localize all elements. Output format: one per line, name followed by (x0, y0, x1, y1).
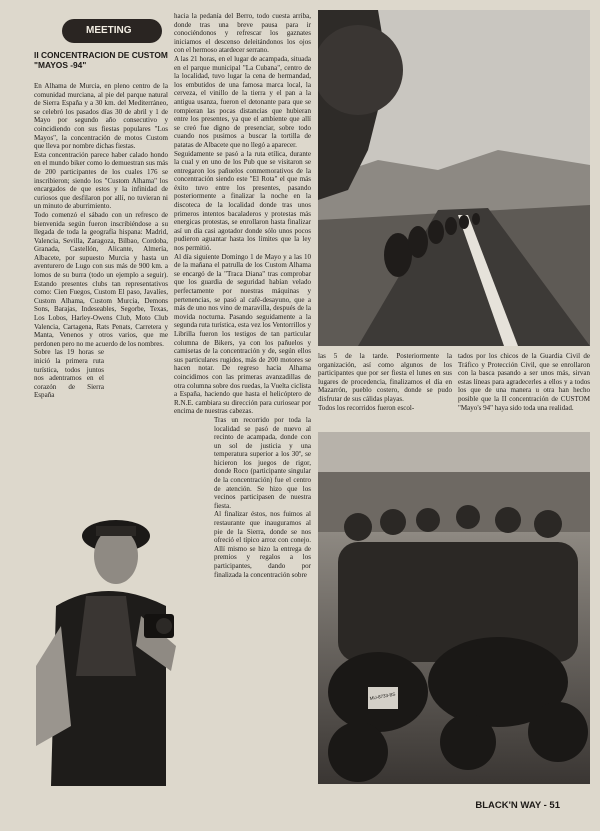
road-ride-illustration (318, 10, 590, 346)
paragraph: las 5 de la tarde. Posteriormente la organización, así como algunos de los participantes que por ser fiesta el lunes en sus lugares de procedencia, finalizamos el día en Mazarrón, pueblo costero, donde se pudo disfrutar de sus cálidas playas. (318, 352, 452, 403)
section-tag: MEETING (62, 19, 162, 43)
rally-photo (318, 432, 590, 784)
page-footer: BLACK'N WAY - 51 (475, 800, 560, 811)
article-headline: II CONCENTRACION DE CUSTOM "MAYOS -94" (34, 50, 168, 70)
photographer-photo (36, 496, 182, 786)
license-plate: MU-8733-BS (369, 691, 396, 701)
column-3b (458, 352, 590, 412)
photographer-illustration (36, 496, 182, 786)
column-1 (34, 82, 168, 400)
paragraph: Todo comenzó el sábado con un refresco de bienvenida según fueron inscribiéndose a su llegada de toda la geografía hispana: Madrid, Valencia, Sevilla, Zaragoza, Bilbao, Cordoba, Granada, Castellón, Alicante, Almería, Albacete, por supuesto Murcia y hasta un aventurero de Lugo con sus más de 900 km. a lomos de su burra (todo un ejemplo a seguir). Estando presentes clubs tan representativos como: Cien Fuegos, Custom El paso, Javalíes, Custom Alhama, Custom Murcia, Demons Sons, Barajas, Indeseables, Segorbe, Texas, Los Lobos, Harley-Owens Club, Moto Club Valencia, Cartagena, Rats Penats, Carretera y Manta, Venenos y otros varios, que me perdonen pero no me acuerdo de los nombres. (34, 210, 168, 348)
paragraph: En Alhama de Murcia, en pleno centro de la comunidad murciana, al pie del parque natural de Sierra España y a 30 km. del Mediterráneo, se celebró los pasados días 30 de abril y 1 de Mayo por segundo año consecutivo y coincidiendo con sus fiestas populares "Los Mayos", la concentración de motos Custom que lleva por nombre dichas fiestas. (34, 82, 168, 151)
paragraph: tados por los chicos de la Guardia Civil de Tráfico y Protección Civil, que se enrollaron con la basca pasando a ser unos más, sirvan estas líneas para agradecerles a ellos y a todos los que de una manera u otra han hecho posible que la II concentración de CUSTOM "Mayo's 94" haya sido toda una realidad. (458, 352, 590, 412)
road-ride-photo (318, 10, 590, 346)
rally-illustration (318, 432, 590, 784)
paragraph: Esta concentración parece haber calado hondo en el mundo biker como lo demuestran sus más de 200 participantes de los cuales 176 se inscribieron; siendo los "Custom Alhama" los encargados de que estos y la infinidad de curiosos que desfilaron por allí, no tuvieran ni un minuto de aburrimiento. (34, 150, 168, 211)
paragraph: Sobre las 19 horas se inició la primera ruta turística, todos juntos nos adentramos en el corazón de Sierra España (34, 348, 104, 400)
paragraph: hacia la pedanía del Berro, todo cuesta arriba, donde tras una breve pausa para ir conociéndonos y refrescar los gaznates iniciamos el descenso deleitándonos los ojos con el hermoso atardecer serrano. (174, 12, 311, 55)
column-3a (318, 352, 452, 412)
paragraph: Al finalizar éstos, nos fuimos al restaurante que inauguramos al pie de la Sierra, donde se nos ofreció el típico arroz con conejo. Allí mismo se hizo la entrega de premios y regalos a los participantes, dando por finalizada la concentración sobre (214, 510, 311, 579)
column-2 (174, 12, 311, 579)
paragraph: Todos los recorridos fueron escol- (318, 403, 415, 412)
paragraph: Tras un recorrido por toda la localidad se pasó de nuevo al recinto de acampada, donde con un sol de justicia y una temperatura superior a los 30º, se hicieron los juegos de rigor, donde Roco (participante singular de la concentración) fue el centro de atención. Se hizo que los vecinos participasen de nuestra fiesta. (214, 415, 311, 510)
paragraph: Al día siguiente Domingo 1 de Mayo y a las 10 de la mañana el patrulla de los Custom Alhama se encargó de la "Traca Diana" tras comprobar que los guardia de seguridad habían velado perfectamente por nuestras máquinas y pertenencias, se pasó al café-desayuno, que a más de uno nos vino de maravilla, después de la movida nocturna. Pasando seguidamente a la segunda ruta turística, esta vez los Ventorrillos y Librilla fueron los testigos de tan particular columna de Bikers, ya con los pañuelos y camisetas de la concentración y de, según ellos sus particulares rugidos, más de 200 motores se hacen notar. De regreso hacia Alhama coincidimos con las primeras avanzadillas de otra columna sobre dos ruedas, la Vuelta ciclista a España, haciendo que hasta el helicóptero de R.N.E. cambiara su dirección para curiosear por encima de nuestras cabezas. (174, 252, 311, 416)
paragraph: A las 21 horas, en el lugar de acampada, situada en el parque municipal "La Cubana", centro de la localidad, tuvo lugar la cena de hermandad, los embutidos de una famosa marca local, la cerveza, el vinillo de la tierra y el pan a la antigua usanza, fueron el detonante para que se rompieran las pocas distancias que hubieran entre los presentes, ya que el ambiente que allí se creó fue digno de presenciar, sobre todo cuando nos pusimos a buscar la tortilla de patatas de Albacete que no llegó a aparecer. (174, 54, 311, 149)
paragraph: Seguidamente se pasó a la ruta etílica, durante la cual y en uno de los Pub que se visitaron se entregaron los pañuelos conmemorativos de la concentración siendo este "El Rota" el que más éxito tuvo entre los presentes, pasando posteriormente a finalizar la noche en la discoteca de la localidad donde tras unos primeros intentos bacaladeros y protestas más energicas protestas, se enrollaron hasta finalizar así un día casi agotador donde sólo unos pocos pudieron aguantar hasta los límites que la ley nos permitió. (174, 149, 311, 253)
